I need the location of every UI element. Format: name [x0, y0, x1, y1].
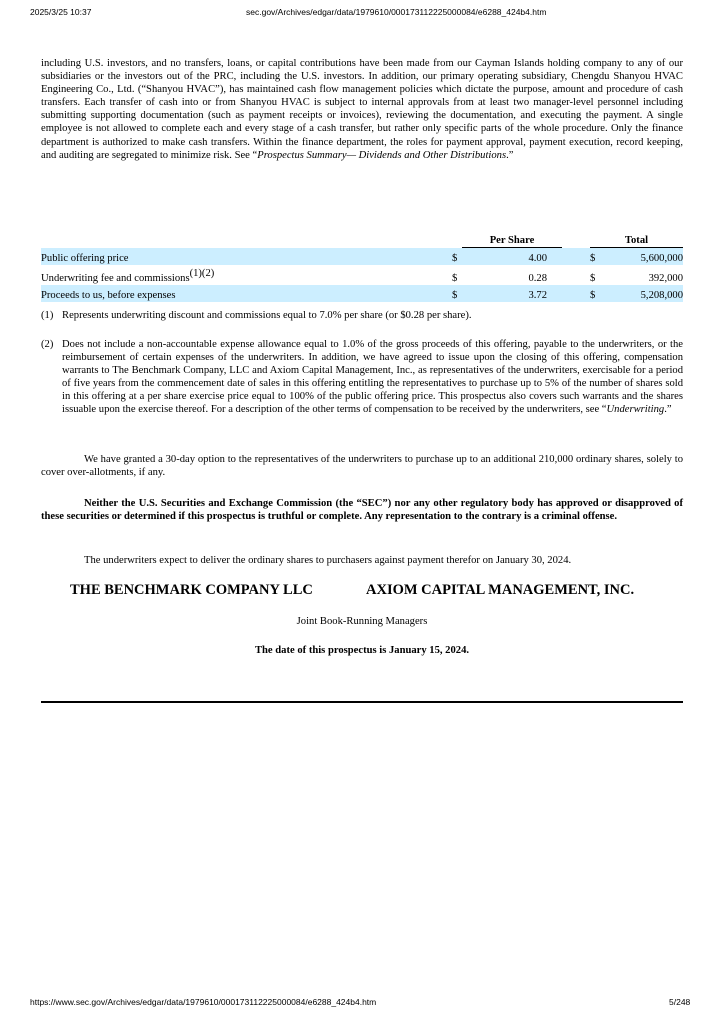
footnote-label: (2) [41, 339, 54, 350]
managers-role: Joint Book-Running Managers [296, 616, 428, 627]
total-value: 5,600,000 [600, 248, 683, 266]
per-share-value: 4.00 [462, 248, 547, 266]
table-header-row [41, 230, 683, 248]
footnote-text: Represents underwriting discount and commissions equal to 7.0% per share (or $0.28 per share). [62, 310, 472, 321]
print-header-url: sec.gov/Archives/edgar/data/1979610/000173112225000084/e6288_424b4.htm [246, 7, 547, 17]
total-value: 5,208,000 [600, 285, 683, 302]
total-value: 392,000 [648, 273, 683, 284]
row-label: Public offering price [41, 248, 452, 266]
currency-symbol: $ [590, 285, 600, 302]
footnote-label: (1) [41, 310, 54, 321]
table-row [41, 265, 683, 285]
per-share-header: Per Share [462, 230, 562, 248]
row-label: Underwriting fee and commissions [41, 273, 190, 284]
prospectus-summary-link[interactable]: Prospectus Summary— Dividends and Other Distributions [257, 149, 507, 161]
horizontal-rule [41, 701, 683, 703]
sec-notice: Neither the U.S. Securities and Exchange Commission (the “SEC”) nor any other regulatory body has approved or disapproved of these securities or determined if this prospectus is truthful or complete. Any representation to the contrary is a criminal offense. [41, 498, 683, 523]
footnote-2 [41, 338, 683, 417]
print-page-number: 5/248 [669, 997, 691, 1007]
footnote-text: Does not include a non-accountable expense allowance equal to 1.0% of the gross proceeds of this offering, payable to the underwriters, or the reimbursement of certain expenses of the underwriters. In addition, we have agreed to issue upon the closing of this offering, compensation warrants to The Benchmark Company, LLC and Axiom Capital Management, Inc., as representatives of the underwriters, exercisable for a period of five years from the commencement date of sales in this offering entitling the representatives to purchase up to 5% of the number of shares sold in this offering at a per share exercise price equal to 100% of the public offering price. This prospectus also covers such warrants and the shares issuable upon the exercise thereof. For a description of the other terms of compensation to be received by the underwriters, see “Underwriting.” [62, 339, 683, 416]
per-share-value: 3.72 [462, 285, 547, 302]
footnote-1 [41, 309, 683, 322]
currency-symbol: $ [452, 273, 458, 284]
total-header: Total [590, 230, 683, 248]
intro-end: .” [506, 149, 514, 161]
currency-symbol: $ [590, 248, 600, 266]
row-label: Proceeds to us, before expenses [41, 285, 452, 302]
intro-paragraph [41, 57, 683, 162]
offering-table [41, 230, 683, 302]
currency-symbol: $ [452, 285, 462, 302]
print-datetime: 2025/3/25 10:37 [30, 7, 92, 17]
currency-symbol: $ [590, 273, 596, 284]
delivery-paragraph: The underwriters expect to deliver the ordinary shares to purchasers against payment therefor on January 30, 2024. [84, 555, 572, 566]
print-footer-url: https://www.sec.gov/Archives/edgar/data/1979610/000173112225000084/e6288_424b4.htm [30, 997, 377, 1007]
table-row [41, 248, 683, 266]
underwriter-benchmark: THE BENCHMARK COMPANY LLC [70, 582, 313, 598]
underwriting-link[interactable]: Underwriting [606, 404, 665, 416]
prospectus-date: The date of this prospectus is January 15, 2024. [254, 645, 470, 656]
option-paragraph: We have granted a 30-day option to the representatives of the underwriters to purchase up to an additional 210,000 ordinary shares, solely to cover over-allotments, if any. [41, 454, 683, 479]
footnote-ref[interactable]: (1)(2) [189, 268, 215, 279]
per-share-value: 0.28 [528, 273, 547, 284]
intro-paragraph-block [41, 57, 683, 162]
table-row [41, 285, 683, 302]
currency-symbol: $ [452, 248, 462, 266]
intro-text: including U.S. investors, and no transfers, loans, or capital contributions have been made from our Cayman Islands holding company to any of our subsidiaries or the investors out of the PRC, including the U.S. investors. In addition, our primary operating subsidiary, Chengdu Shanyou HVAC Engineering Co., Ltd. (“Shanyou HVAC”), has maintained cash flow management policies which dictate the purpose, amount and procedure of cash transfers. Each transfer of cash into or from Shanyou HVAC is subject to internal approvals from at least two manager-level personnel including submitting supporting documentation (such as payment receipts or invoices), reviewing the documentation, and executing the payment. A single employee is not allowed to complete each and every stage of a cash transfer, but rather only specific parts of the whole procedure. Only the finance department is authorized to make cash transfers. Within the finance department, the roles for payment approval, payment execution, record keeping, and auditing are segregated to minimize risk. See “ [41, 58, 683, 161]
underwriter-axiom: AXIOM CAPITAL MANAGEMENT, INC. [366, 582, 635, 598]
